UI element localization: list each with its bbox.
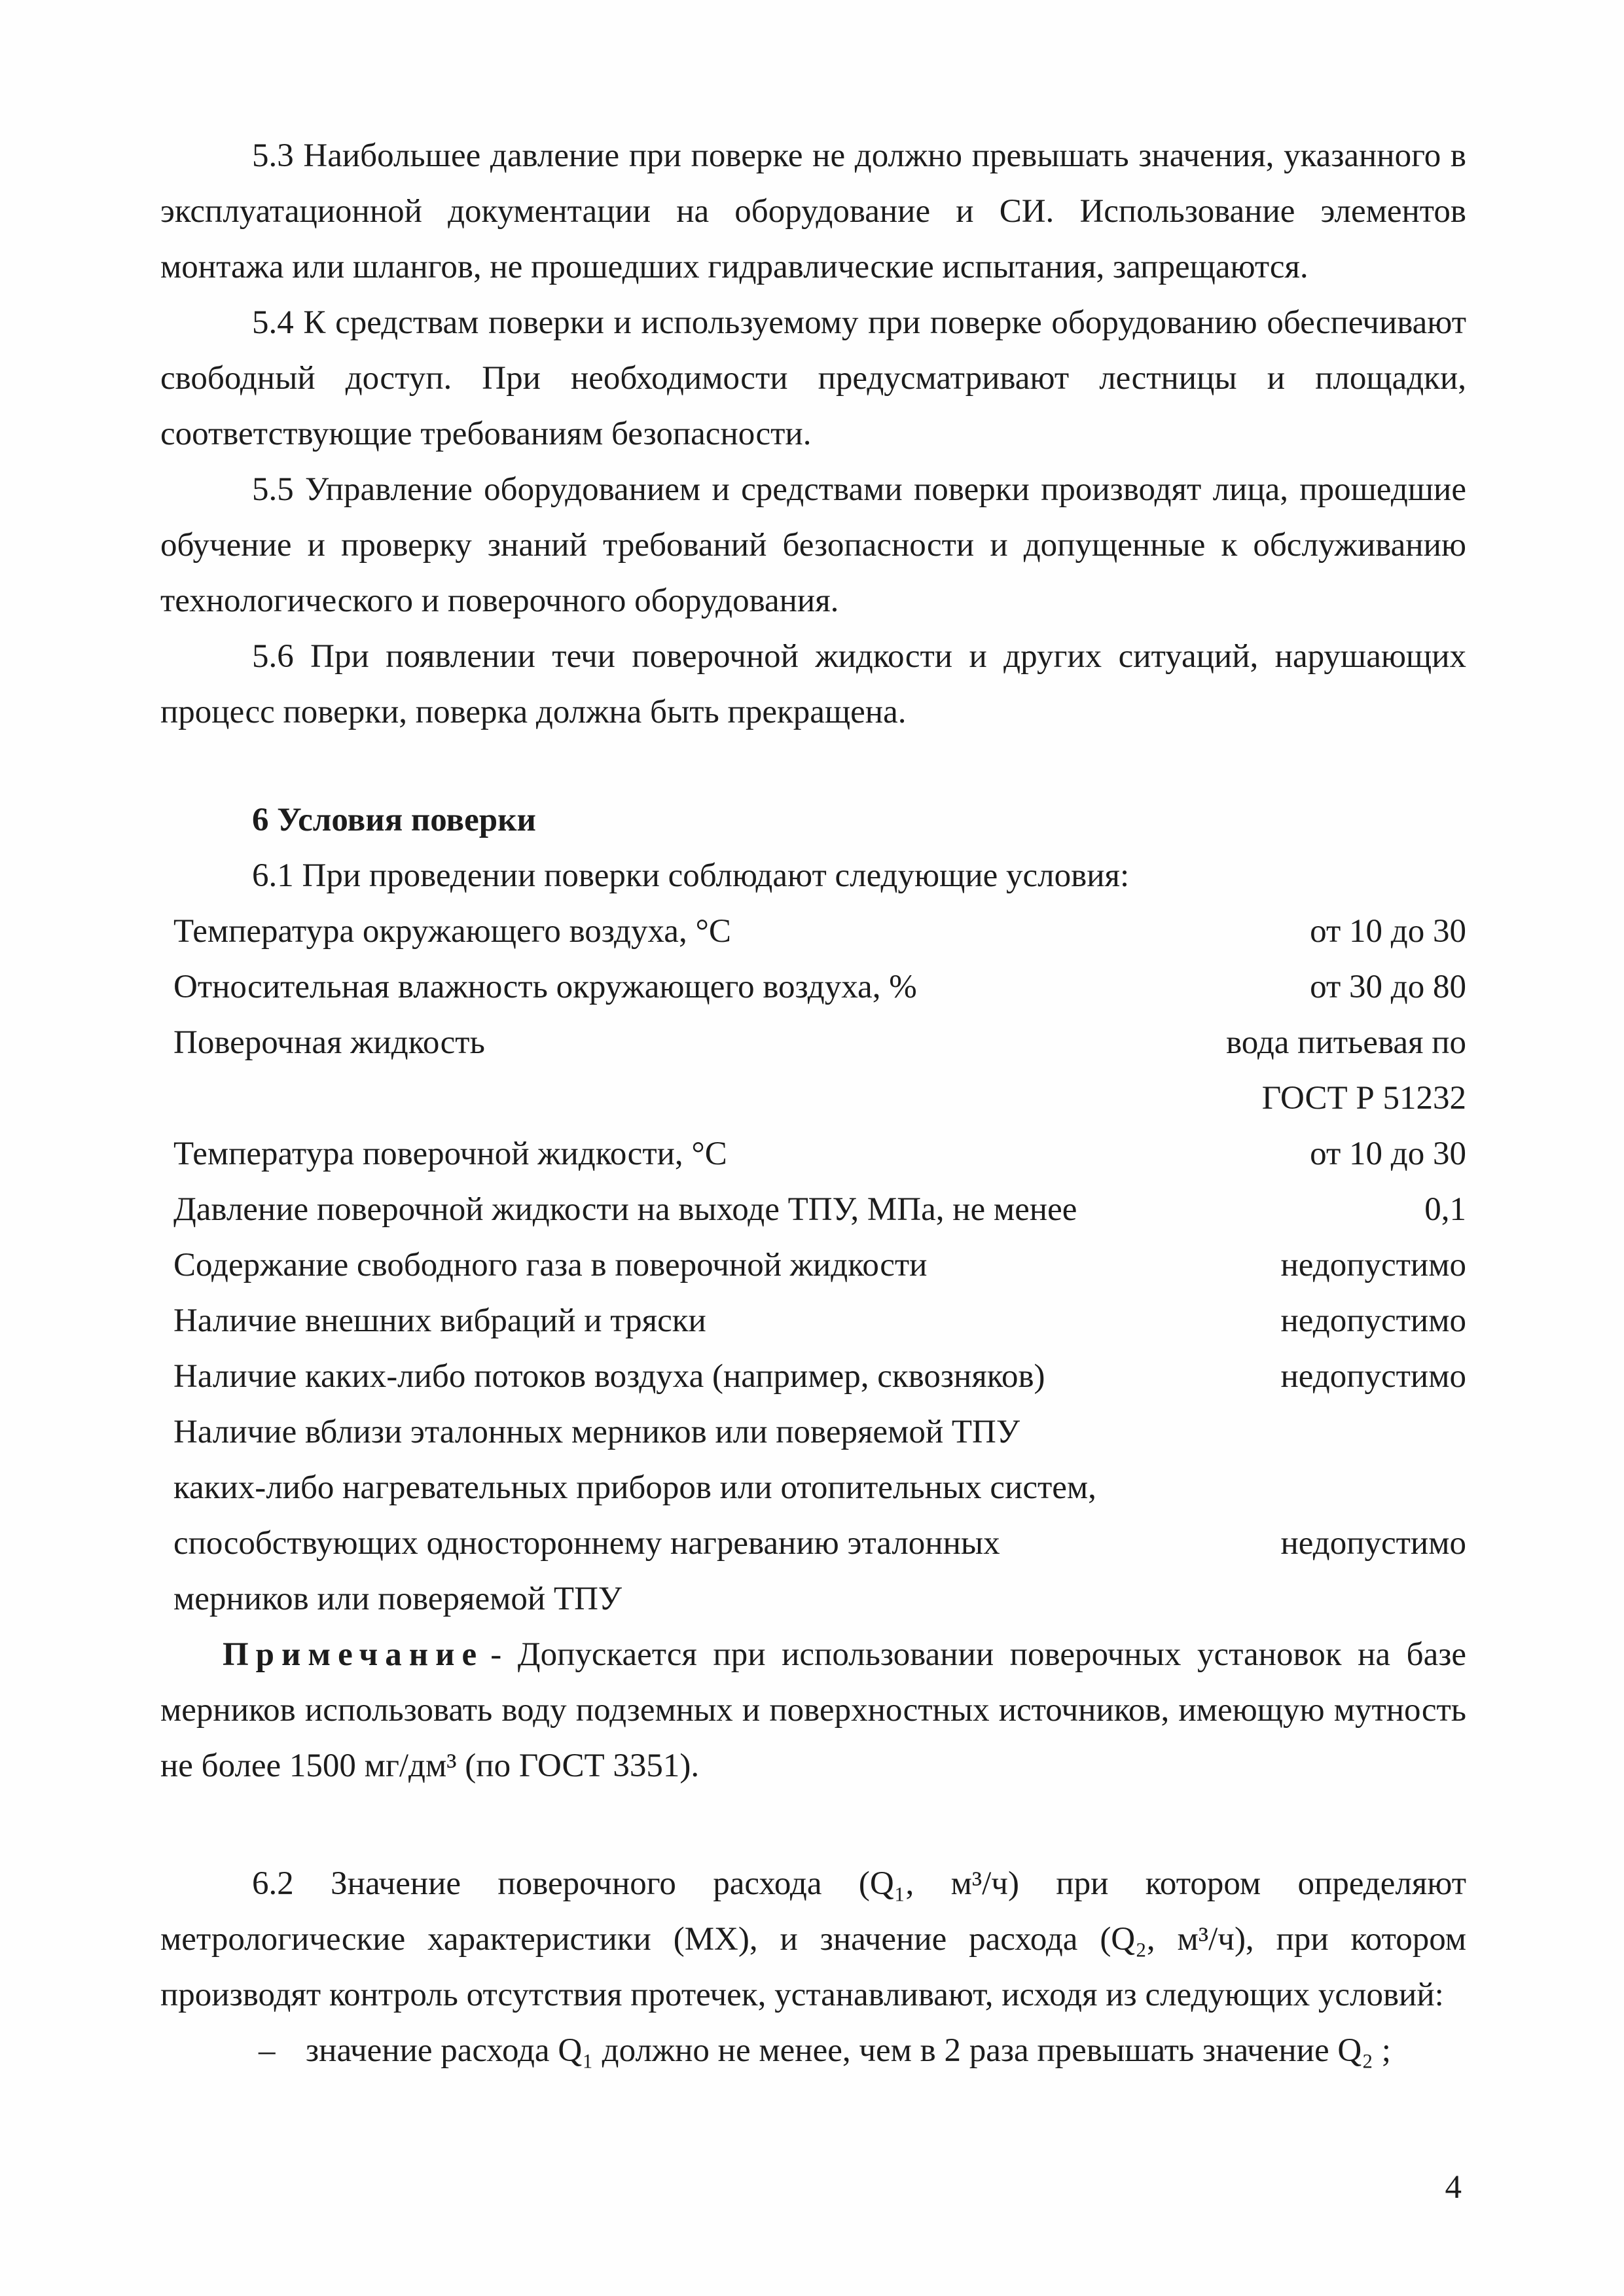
condition-value: от 10 до 30 [1310,1136,1466,1172]
condition-value: недопустимо [1280,1247,1466,1283]
note-paragraph [160,1627,1466,1794]
condition-value: недопустимо [1280,1358,1466,1395]
condition-value: вода питьевая по ГОСТ Р 51232 [1226,1024,1466,1117]
condition-label: Наличие каких-либо потоков воздуха (например, сквозняков) [173,1358,1045,1395]
condition-row-air-flows [173,1349,1466,1405]
condition-label: Температура поверочной жидкости, °С [173,1136,727,1172]
condition-value: 0,1 [1424,1191,1466,1228]
condition-value: от 30 до 80 [1310,969,1466,1005]
list-marker: – [259,2032,276,2069]
condition-row-relative-humidity [173,960,1466,1015]
condition-row-heating-devices [173,1405,1466,1627]
condition-label: Содержание свободного газа в поверочной жидкости [173,1247,928,1283]
condition-row-free-gas [173,1238,1466,1293]
condition-label: Наличие внешних вибраций и тряски [173,1302,706,1339]
list-item-flow-condition [160,2023,1466,2079]
condition-row-vibrations [173,1293,1466,1349]
condition-label: Относительная влажность окружающего воздуха, % [173,969,917,1005]
paragraph-5-4: 5.4 К средствам поверки и используемому при поверке оборудованию обеспечивают свободный доступ. При необходимости предусматривают лестницы и площадки, соответствующие требованиям безопасности. [160,304,1466,452]
paragraph-6-2: 6.2 Значение поверочного расхода (Q₁, м³/ч) при котором определяют метрологические характеристики (МХ), и значение расхода (Q₂, м³/ч), при котором производят контроль отсутствия протечек, устанавливают, исходя из следующих условий: [160,1865,1466,2013]
condition-value: недопустимо [1280,1302,1466,1339]
list-item-text: значение расхода Q₁ должно не менее, чем в 2 раза превышать значение Q₂ ; [306,2032,1391,2069]
condition-label: Наличие вблизи эталонных мерников или поверяемой ТПУ каких-либо нагревательных приборов или отопительных систем, способствующих одностороннему нагреванию эталонных мерников или поверяемой ТПУ [173,1414,1096,1617]
condition-row-liquid-temperature [173,1126,1466,1182]
paragraph-5-5: 5.5 Управление оборудованием и средствами поверки производят лица, прошедшие обучение и проверку знаний требований безопасности и допущенные к обслуживанию технологического и поверочного оборудования. [160,471,1466,619]
paragraph-5-3: 5.3 Наибольшее давление при поверке не должно превышать значения, указанного в эксплуатационной документации на оборудование и СИ. Использование элементов монтажа или шлангов, не прошедших гидравлические испытания, запрещаются. [160,137,1466,285]
page-number: 4 [1445,2169,1462,2206]
condition-row-liquid-pressure [173,1182,1466,1238]
section-6-heading: 6 Условия поверки [252,802,536,838]
paragraph-6-1: 6.1 При проведении поверки соблюдают следующие условия: [252,857,1130,894]
condition-label: Поверочная жидкость [173,1024,485,1061]
paragraph-5-6: 5.6 При появлении течи поверочной жидкости и других ситуаций, нарушающих процесс поверки, поверка должна быть прекращена. [160,638,1466,730]
condition-label: Температура окружающего воздуха, °С [173,913,731,950]
conditions-table [160,904,1466,1627]
condition-value: недопустимо [1280,1525,1466,1562]
condition-label: Давление поверочной жидкости на выходе ТПУ, МПа, не менее [173,1191,1077,1228]
condition-row-verification-liquid [173,1015,1466,1126]
note-text: - Допускается при использовании поверочных установок на базе мерников использовать воду подземных и поверхностных источников, имеющую мутность не более 1500 мг/дм³ (по ГОСТ 3351). [160,1636,1466,1784]
note-label: Примечание [223,1636,484,1673]
condition-row-ambient-temperature [173,904,1466,960]
condition-value: от 10 до 30 [1310,913,1466,950]
